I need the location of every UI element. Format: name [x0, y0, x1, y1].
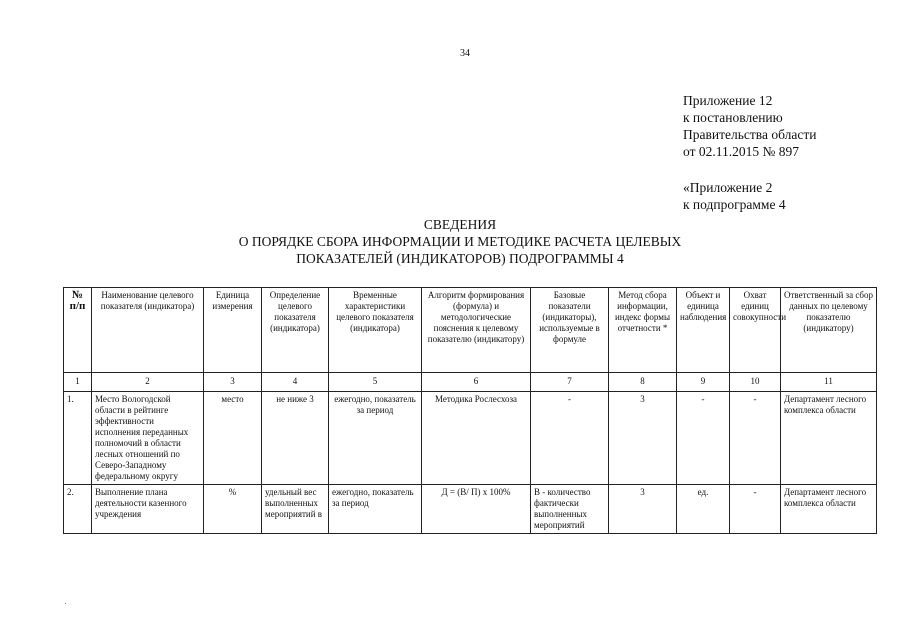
appendix-line: Правительства области — [683, 127, 817, 142]
column-number-row — [64, 373, 877, 392]
header-cell: Наименование целевого показателя (индикатора) — [92, 288, 204, 373]
column-number-cell: 10 — [730, 373, 781, 392]
appendix-line: к постановлению — [683, 110, 783, 125]
table-row — [64, 392, 877, 485]
column-number-cell: 8 — [609, 373, 677, 392]
column-number-cell: 1 — [64, 373, 92, 392]
title-line: ПОКАЗАТЕЛЕЙ (ИНДИКАТОРОВ) ПОДРОГРАММЫ 4 — [296, 251, 624, 266]
method-cell: 3 — [609, 485, 677, 534]
header-cell: Определение целевого показателя (индикатора) — [262, 288, 329, 373]
definition-cell: не ниже 3 — [262, 392, 329, 485]
algorithm-cell: Методика Рослесхоза — [422, 392, 531, 485]
coverage-cell: - — [730, 485, 781, 534]
base-indicators-cell: В - количество фактически выполненных мероприятий — [531, 485, 609, 534]
header-cell: Ответственный за сбор данных по целевому показателю (индикатору) — [781, 288, 877, 373]
object-cell: - — [677, 392, 730, 485]
column-number-cell: 4 — [262, 373, 329, 392]
appendix-sub-line: к подпрограмме 4 — [683, 197, 786, 212]
column-number-cell: 6 — [422, 373, 531, 392]
title-line: О ПОРЯДКЕ СБОРА ИНФОРМАЦИИ И МЕТОДИКЕ РАСЧЕТА ЦЕЛЕВЫХ — [238, 234, 682, 249]
indicator-name-cell: Выполнение плана деятельности казенного учреждения — [92, 485, 204, 534]
method-cell: 3 — [609, 392, 677, 485]
row-number-cell: 1. — [64, 392, 92, 485]
unit-cell: место — [204, 392, 262, 485]
row-number-cell: 2. — [64, 485, 92, 534]
base-indicators-cell: - — [531, 392, 609, 485]
header-cell: Временные характеристики целевого показателя (индикатора) — [329, 288, 422, 373]
object-cell: ед. — [677, 485, 730, 534]
header-cell: Единица измерения — [204, 288, 262, 373]
header-cell-number: № п/п — [64, 288, 92, 373]
appendix-line: от 02.11.2015 № 897 — [683, 144, 799, 159]
responsible-cell: Департамент лесного комплекса области — [781, 485, 877, 534]
column-number-cell: 2 — [92, 373, 204, 392]
indicator-name-cell: Место Вологодской области в рейтинге эффективности исполнения переданных полномочий в области лесных отношений по Северо-Западному федеральному округу — [92, 392, 204, 485]
column-number-cell: 5 — [329, 373, 422, 392]
scan-speck — [65, 603, 66, 604]
header-cell: Объект и единица наблюдения — [677, 288, 730, 373]
definition-cell: удельный вес выполненных мероприятий в — [262, 485, 329, 534]
appendix-line: Приложение 12 — [683, 93, 773, 108]
header-cell: Базовые показатели (индикаторы), используемые в формуле — [531, 288, 609, 373]
title-line: СВЕДЕНИЯ — [423, 217, 497, 232]
column-number-cell: 7 — [531, 373, 609, 392]
table-header-row — [64, 288, 877, 373]
responsible-cell: Департамент лесного комплекса области — [781, 392, 877, 485]
unit-cell: % — [204, 485, 262, 534]
column-number-cell: 11 — [781, 373, 877, 392]
coverage-cell: - — [730, 392, 781, 485]
page-number: 34 — [460, 48, 470, 59]
appendix-block — [683, 92, 816, 213]
header-cell: Алгоритм формирования (формула) и методологические пояснения к целевому показателю (индикатору) — [422, 288, 531, 373]
timing-cell: ежегодно, показатель за период — [329, 392, 422, 485]
document-title — [160, 216, 760, 267]
appendix-sub-line: «Приложение 2 — [683, 180, 773, 195]
table-row — [64, 485, 877, 534]
algorithm-cell: Д = (В/ П) х 100% — [422, 485, 531, 534]
column-number-cell: 3 — [204, 373, 262, 392]
indicators-table — [63, 287, 877, 534]
timing-cell: ежегодно, показатель за период — [329, 485, 422, 534]
header-cell: Метод сбора информации, индекс формы отчетности * — [609, 288, 677, 373]
header-cell: Охват единиц совокупности — [730, 288, 781, 373]
column-number-cell: 9 — [677, 373, 730, 392]
